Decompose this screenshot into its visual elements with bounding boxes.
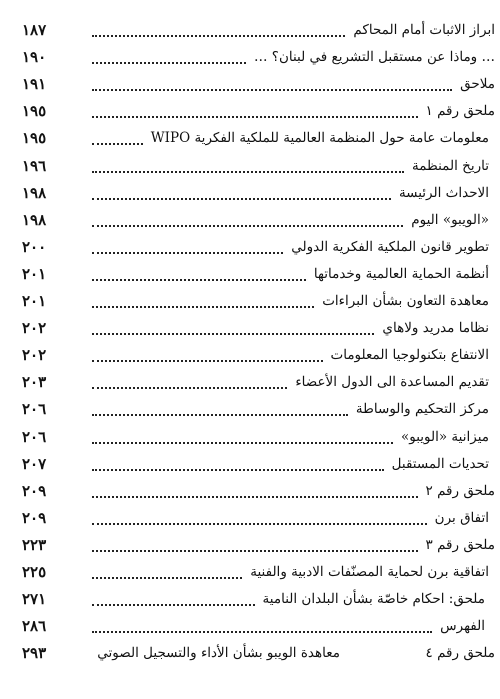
toc-page-number: ٢٠١ <box>22 264 47 283</box>
dot-leader <box>92 521 427 525</box>
dot-leader <box>92 358 323 362</box>
toc-entry-title: ملحق: احكام خاصّة بشأن البلدان النامية <box>262 591 485 608</box>
toc-entry-subtitle: معاهدة الويبو بشأن الأداء والتسجيل الصوتي <box>97 645 340 662</box>
dot-leader <box>92 33 345 37</box>
toc-page-number: ١٩٥ <box>22 102 47 121</box>
toc-entry-title: ملحق رقم ٢ <box>425 482 495 499</box>
dot-leader <box>92 196 391 200</box>
toc-entry-title: «الويبو» اليوم <box>411 211 489 228</box>
toc-entry-title: مركز التحكيم والوساطة <box>355 401 489 418</box>
toc-page-number: ٢٧١ <box>22 590 47 609</box>
toc-page-number: ٢٨٦ <box>22 617 47 636</box>
toc-page-number: ١٩٨ <box>22 183 47 202</box>
toc-entry[interactable] <box>0 370 500 394</box>
toc-entry-title: الاحداث الرئيسة <box>398 184 489 201</box>
toc-entry-title: ميزانية «الويبو» <box>400 428 489 445</box>
dot-leader <box>92 629 432 633</box>
toc-entry[interactable] <box>0 262 500 286</box>
toc-entry[interactable] <box>0 154 500 178</box>
toc-entry-title: اتفاق برن <box>434 509 489 526</box>
dot-leader <box>92 87 452 91</box>
dot-leader <box>92 60 246 64</box>
dot-leader <box>92 277 306 281</box>
toc-page-number: ٢٠٣ <box>22 373 47 392</box>
toc-entry[interactable] <box>0 316 500 340</box>
dot-leader <box>92 494 418 498</box>
toc-entry-title: تاريخ المنظمة <box>411 157 489 174</box>
dot-leader <box>92 331 374 335</box>
toc-entry-title: اتفاقية برن لحماية المصنّفات الادبية والفنية <box>250 564 489 580</box>
toc-page-number: ١٩٨ <box>22 210 47 229</box>
dot-leader <box>92 548 418 552</box>
toc-entry-title: ملحق رقم ٤ <box>425 645 495 662</box>
dot-leader <box>92 250 283 254</box>
toc-entry[interactable] <box>0 560 500 584</box>
dot-leader <box>92 385 287 389</box>
toc-entry-title: معلومات عامة حول المنظمة العالمية للملكية الفكرية WIPO <box>150 130 489 147</box>
toc-entry[interactable] <box>0 587 500 611</box>
toc-page-number: ٢٠٦ <box>22 400 47 419</box>
toc-page-number: ٢٠٦ <box>22 427 47 446</box>
toc-page-number: ١٩٦ <box>22 156 47 175</box>
toc-entry-title: معاهدة التعاون بشأن البراءات <box>322 293 489 309</box>
toc-entry[interactable] <box>0 235 500 259</box>
toc-page-number: ١٩١ <box>22 75 47 94</box>
toc-page-number: ٢٠٢ <box>22 346 47 365</box>
dot-leader <box>92 412 348 416</box>
toc-entry[interactable] <box>0 533 500 557</box>
toc-entry[interactable] <box>0 641 500 665</box>
toc-entry[interactable] <box>0 425 500 449</box>
toc-page-number: ٢٠٠ <box>22 237 47 256</box>
dot-leader <box>92 169 404 173</box>
toc-entry[interactable] <box>0 126 500 150</box>
toc-page-number: ١٩٠ <box>22 48 47 67</box>
toc-page-number: ٢٠٧ <box>22 454 47 473</box>
toc-page-number: ٢٠٩ <box>22 508 47 527</box>
toc-entry-title: ملحق رقم ٣ <box>425 536 495 553</box>
toc-page-number: ٢٢٣ <box>22 535 47 554</box>
toc-entry-title: الانتفاع بتكنولوجيا المعلومات <box>330 347 489 364</box>
toc-entry-title: تطوير قانون الملكية الفكرية الدولي <box>291 238 489 255</box>
dot-leader <box>92 141 143 145</box>
toc-page-number: ١٩٥ <box>22 129 47 148</box>
toc-entry[interactable] <box>0 18 500 42</box>
dot-leader <box>92 304 314 308</box>
toc-page-number: ١٨٧ <box>22 21 47 39</box>
toc-page-number: ٢٠٩ <box>22 481 47 500</box>
toc-entry[interactable] <box>0 181 500 205</box>
toc-entry[interactable] <box>0 343 500 367</box>
dot-leader <box>92 602 255 606</box>
toc-entry[interactable] <box>0 208 500 232</box>
toc-entry-title: تحديات المستقبل <box>391 455 489 472</box>
dot-leader <box>92 440 393 444</box>
toc-entry[interactable] <box>0 397 500 421</box>
dot-leader <box>92 114 418 118</box>
toc-entry[interactable] <box>0 614 500 638</box>
toc-page-number: ٢٢٥ <box>22 563 47 581</box>
toc-entry[interactable] <box>0 506 500 530</box>
toc-entry[interactable] <box>0 99 500 123</box>
toc-entry-title: ملحق رقم ١ <box>425 103 495 120</box>
toc-entry-title: أنظمة الحماية العالمية وخدماتها <box>313 265 489 282</box>
dot-leader <box>92 467 384 471</box>
dot-leader <box>92 223 403 227</box>
toc-entry[interactable] <box>0 479 500 503</box>
toc-entry[interactable] <box>0 452 500 476</box>
dot-leader <box>92 575 242 579</box>
table-of-contents <box>0 18 500 688</box>
toc-entry-title: ملاحق <box>460 76 495 93</box>
toc-entry[interactable] <box>0 289 500 313</box>
toc-entry-title: نظاما مدريد ولاهاي <box>382 320 489 337</box>
toc-entry[interactable] <box>0 45 500 69</box>
toc-entry-title: الفهرس <box>440 618 485 635</box>
toc-page-number: ٢٩٣ <box>22 644 47 663</box>
toc-page-number: ٢٠١ <box>22 292 47 310</box>
toc-entry[interactable] <box>0 72 500 96</box>
toc-page-number: ٢٠٢ <box>22 319 47 338</box>
toc-entry-title: تقديم المساعدة الى الدول الأعضاء <box>295 374 489 391</box>
toc-entry-title: ابراز الاثبات أمام المحاكم <box>353 22 495 38</box>
toc-entry-title: … وماذا عن مستقبل التشريع في لبنان؟ … <box>253 49 495 66</box>
